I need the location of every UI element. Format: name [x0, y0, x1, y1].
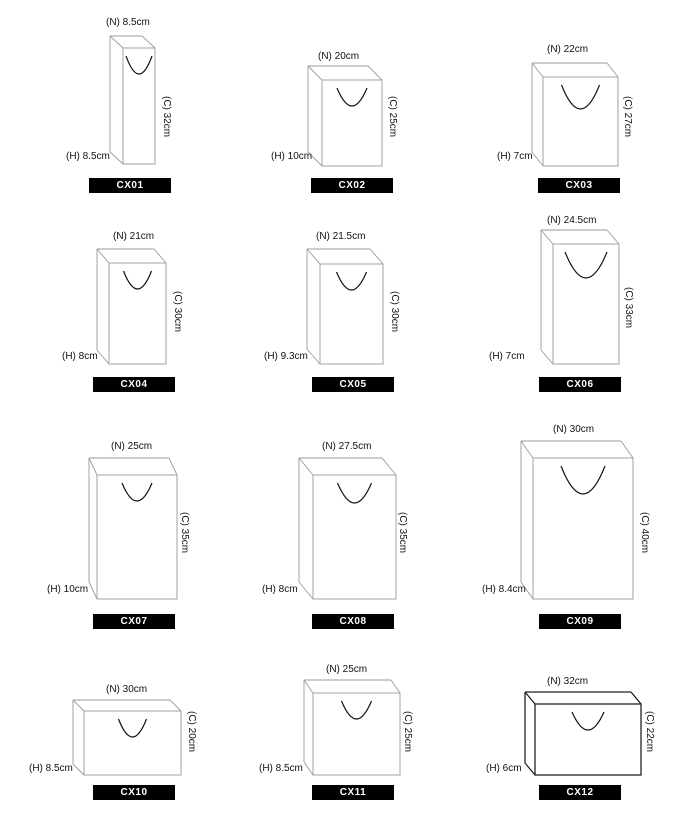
width-label-cx06: (N) 24.5cm: [547, 215, 597, 226]
depth-label-cx10: (H) 8.5cm: [29, 763, 73, 774]
width-label-cx12: (N) 32cm: [547, 676, 589, 687]
bag-front-face: [97, 475, 177, 599]
bag-top-left-edge: [299, 458, 313, 475]
bag-front-face: [109, 263, 166, 364]
product-code-badge-cx11: CX11: [312, 785, 394, 800]
bag-bottom-side-edge: [525, 763, 535, 775]
bag-front-face: [533, 458, 633, 599]
bag-top-right-edge: [368, 66, 382, 80]
product-code-badge-cx05: CX05: [312, 377, 394, 392]
width-label-cx01: (N) 8.5cm: [106, 17, 150, 28]
height-label-cx09: (C) 40cm: [639, 512, 650, 554]
bag-bottom-side-edge: [89, 582, 97, 599]
height-label-cx05: (C) 30cm: [389, 291, 400, 333]
bag-top-right-edge: [621, 441, 633, 458]
bag-front-face: [320, 264, 383, 364]
depth-label-cx08: (H) 8cm: [262, 584, 298, 595]
width-label-cx09: (N) 30cm: [553, 424, 595, 435]
bag-top-left-edge: [304, 680, 313, 693]
width-label-cx03: (N) 22cm: [547, 44, 589, 55]
product-code-badge-cx12: CX12: [539, 785, 621, 800]
bag-front-face: [535, 704, 641, 775]
product-code-badge-cx04: CX04: [93, 377, 175, 392]
height-label-cx10: (C) 20cm: [186, 711, 197, 753]
bag-bottom-side-edge: [307, 349, 320, 364]
bag-front-face: [322, 80, 382, 166]
bag-top-right-edge: [607, 230, 619, 244]
height-label-cx03: (C) 27cm: [622, 96, 633, 138]
bag-top-right-edge: [170, 700, 181, 711]
depth-label-cx05: (H) 9.3cm: [264, 351, 308, 362]
height-label-cx12: (C) 22cm: [644, 711, 655, 753]
bag-outline-cx02: [288, 46, 402, 186]
bag-front-face: [313, 693, 400, 775]
product-code-badge-cx01: CX01: [89, 178, 171, 193]
bag-top-left-edge: [521, 441, 533, 458]
depth-label-cx12: (H) 6cm: [486, 763, 522, 774]
depth-label-cx11: (H) 8.5cm: [259, 763, 303, 774]
bag-outline-cx03: [512, 43, 638, 186]
bag-top-left-edge: [541, 230, 553, 244]
bag-bottom-side-edge: [97, 350, 109, 364]
bag-bottom-side-edge: [532, 152, 543, 166]
depth-label-cx09: (H) 8.4cm: [482, 584, 526, 595]
depth-label-cx04: (H) 8cm: [62, 351, 98, 362]
bag-bottom-side-edge: [299, 582, 313, 599]
height-label-cx08: (C) 35cm: [397, 512, 408, 554]
height-label-cx06: (C) 33cm: [623, 287, 634, 329]
depth-label-cx06: (H) 7cm: [489, 351, 525, 362]
width-label-cx10: (N) 30cm: [106, 684, 148, 695]
bag-front-face: [313, 475, 396, 599]
bag-top-right-edge: [154, 249, 166, 263]
bag-top-right-edge: [631, 692, 641, 704]
width-label-cx07: (N) 25cm: [111, 441, 153, 452]
height-label-cx04: (C) 30cm: [172, 291, 183, 333]
bag-bottom-side-edge: [304, 762, 313, 775]
bag-top-right-edge: [391, 680, 400, 693]
width-label-cx11: (N) 25cm: [326, 664, 368, 675]
bag-top-left-edge: [532, 63, 543, 77]
bag-front-face: [84, 711, 181, 775]
product-code-badge-cx08: CX08: [312, 614, 394, 629]
bag-top-left-edge: [110, 36, 123, 48]
product-code-badge-cx06: CX06: [539, 377, 621, 392]
product-code-badge-cx10: CX10: [93, 785, 175, 800]
depth-label-cx02: (H) 10cm: [271, 151, 313, 162]
bag-top-left-edge: [307, 249, 320, 264]
bag-front-face: [123, 48, 155, 164]
bag-front-face: [553, 244, 619, 364]
bag-outline-cx10: [53, 680, 201, 795]
depth-label-cx03: (H) 7cm: [497, 151, 533, 162]
bag-bottom-side-edge: [110, 152, 123, 164]
product-code-badge-cx07: CX07: [93, 614, 175, 629]
bag-top-right-edge: [382, 458, 396, 475]
height-label-cx01: (C) 32cm: [161, 96, 172, 138]
bag-top-left-edge: [525, 692, 535, 704]
bag-outline-cx11: [284, 660, 420, 795]
bag-top-left-edge: [73, 700, 84, 711]
product-code-badge-cx09: CX09: [539, 614, 621, 629]
width-label-cx05: (N) 21.5cm: [316, 231, 366, 242]
bag-top-left-edge: [308, 66, 322, 80]
bag-bottom-side-edge: [541, 350, 553, 364]
depth-label-cx07: (H) 10cm: [47, 584, 89, 595]
width-label-cx08: (N) 27.5cm: [322, 441, 372, 452]
width-label-cx04: (N) 21cm: [113, 231, 155, 242]
bag-front-face: [543, 77, 618, 166]
height-label-cx07: (C) 35cm: [179, 512, 190, 554]
width-label-cx02: (N) 20cm: [318, 51, 360, 62]
bag-top-left-edge: [97, 249, 109, 263]
depth-label-cx01: (H) 8.5cm: [66, 151, 110, 162]
bag-top-right-edge: [607, 63, 618, 77]
bag-bottom-side-edge: [73, 764, 84, 775]
bag-top-right-edge: [142, 36, 155, 48]
product-code-badge-cx02: CX02: [311, 178, 393, 193]
bag-top-right-edge: [370, 249, 383, 264]
bag-top-left-edge: [89, 458, 97, 475]
product-code-badge-cx03: CX03: [538, 178, 620, 193]
height-label-cx11: (C) 25cm: [402, 711, 413, 753]
bag-top-right-edge: [169, 458, 177, 475]
bag-outline-cx12: [505, 672, 661, 795]
height-label-cx02: (C) 25cm: [387, 96, 398, 138]
